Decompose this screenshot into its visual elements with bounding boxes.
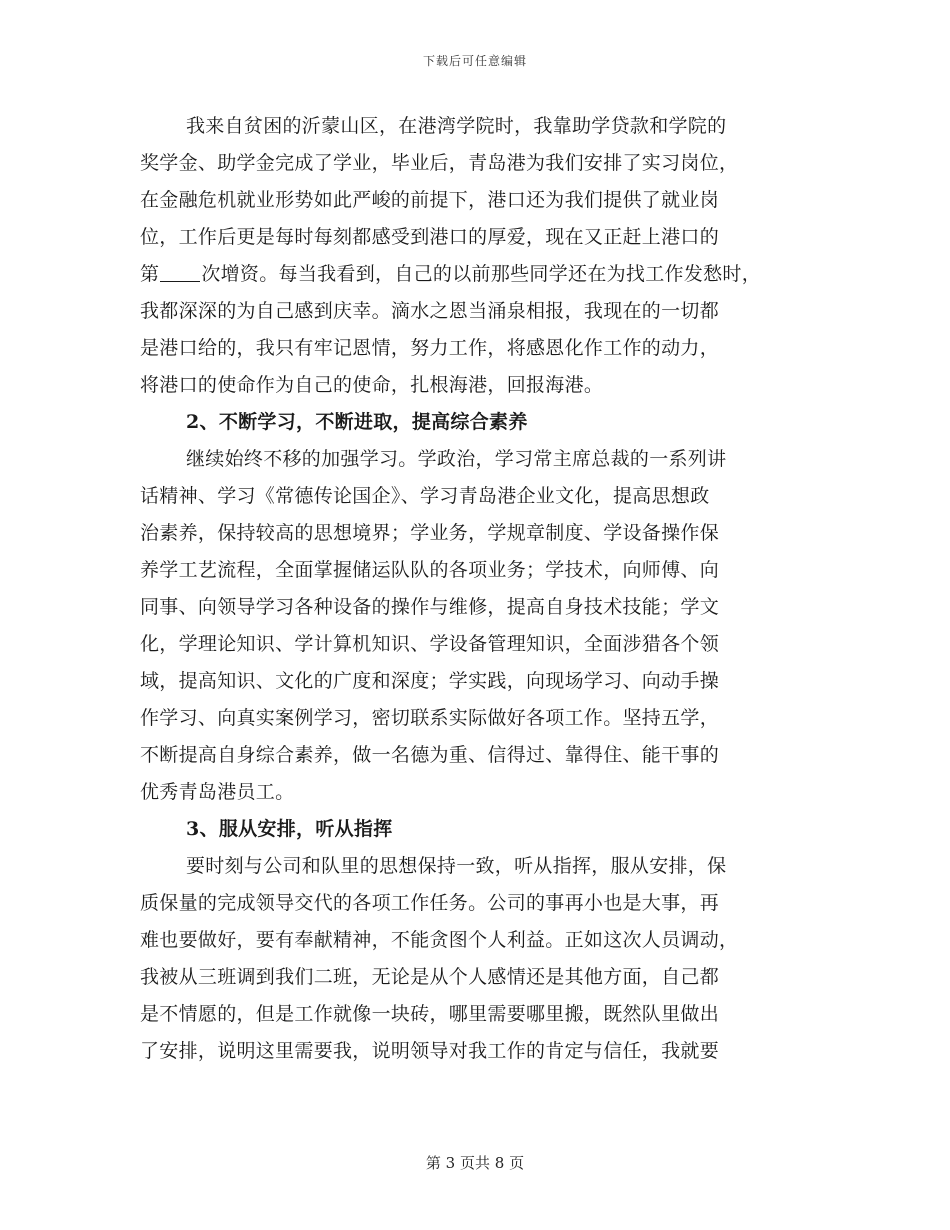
text-line: 难也要做好，要有奉献精神，不能贪图个人利益。正如这次人员调动， — [140, 929, 739, 951]
page-header: 下载后可任意编辑 — [422, 54, 527, 68]
text-line: 我都深深的为自己感到庆幸。滴水之恩当涌泉相报，我现在的一切都 — [140, 300, 720, 322]
text-line: 治素养，保持较高的思想境界；学业务，学规章制度、学设备操作保 — [140, 522, 720, 544]
text-line: 在金融危机就业形势如此严峻的前提下，港口还为我们提供了就业岗 — [140, 189, 720, 211]
text-line: 位，工作后更是每时每刻都感受到港口的厚爱，现在又正赶上港口的 — [140, 226, 720, 248]
text-line: 是不情愿的，但是工作就像一块砖，哪里需要哪里搬，既然队里做出 — [140, 1003, 720, 1025]
document-body — [140, 108, 820, 1070]
text-line-with-blank — [140, 256, 820, 293]
text-line: 同事、向领导学习各种设备的操作与维修，提高自身技术技能；学文 — [140, 596, 720, 618]
text-line: 域，提高知识、文化的广度和深度；学实践，向现场学习、向动手操 — [140, 670, 720, 692]
text-line: 将港口的使命作为自己的使命，扎根海港，回报海港。 — [140, 374, 604, 396]
text-segment: 第 — [140, 263, 160, 285]
text-line: 话精神、学习《常德传论国企》、学习青岛港企业文化，提高思想政 — [140, 485, 710, 507]
text-line: 养学工艺流程，全面掌握储运队队的各项业务；学技术，向师傅、向 — [140, 559, 720, 581]
text-line: 继续始终不移的加强学习。学政治，学习常主席总裁的一系列讲 — [186, 448, 727, 470]
text-line: 要时刻与公司和队里的思想保持一致，听从指挥，服从安排，保 — [186, 855, 727, 877]
text-line: 了安排，说明这里需要我，说明领导对我工作的肯定与信任，我就要 — [140, 1040, 720, 1062]
page-footer: 第 3 页共 8 页 — [425, 1154, 525, 1172]
text-line: 化，学理论知识、学计算机知识、学设备管理知识，全面涉猎各个领 — [140, 633, 720, 655]
text-line: 作学习、向真实案例学习，密切联系实际做好各项工作。坚持五学， — [140, 707, 720, 729]
text-line: 不断提高自身综合素养，做一名德为重、信得过、靠得住、能干事的 — [140, 744, 720, 766]
text-line: 我来自贫困的沂蒙山区，在港湾学院时，我靠助学贷款和学院的 — [186, 115, 727, 137]
text-line: 优秀青岛港员工。 — [140, 781, 295, 803]
text-line: 是港口给的，我只有牢记恩情，努力工作，将感恩化作工作的动力， — [140, 337, 720, 359]
text-line: 质保量的完成领导交代的各项工作任务。公司的事再小也是大事，再 — [140, 892, 720, 914]
fill-in-blank — [160, 259, 200, 282]
section-heading: 2、不断学习，不断进取，提高综合素养 — [186, 411, 528, 433]
text-line: 我被从三班调到我们二班，无论是从个人感情还是其他方面，自己都 — [140, 966, 720, 988]
text-line: 奖学金、助学金完成了学业，毕业后，青岛港为我们安排了实习岗位， — [140, 152, 739, 174]
section-heading: 3、服从安排，听从指挥 — [186, 818, 393, 840]
text-segment: 次增资。每当我看到，自己的以前那些同学还在为找工作发愁时， — [201, 263, 762, 285]
